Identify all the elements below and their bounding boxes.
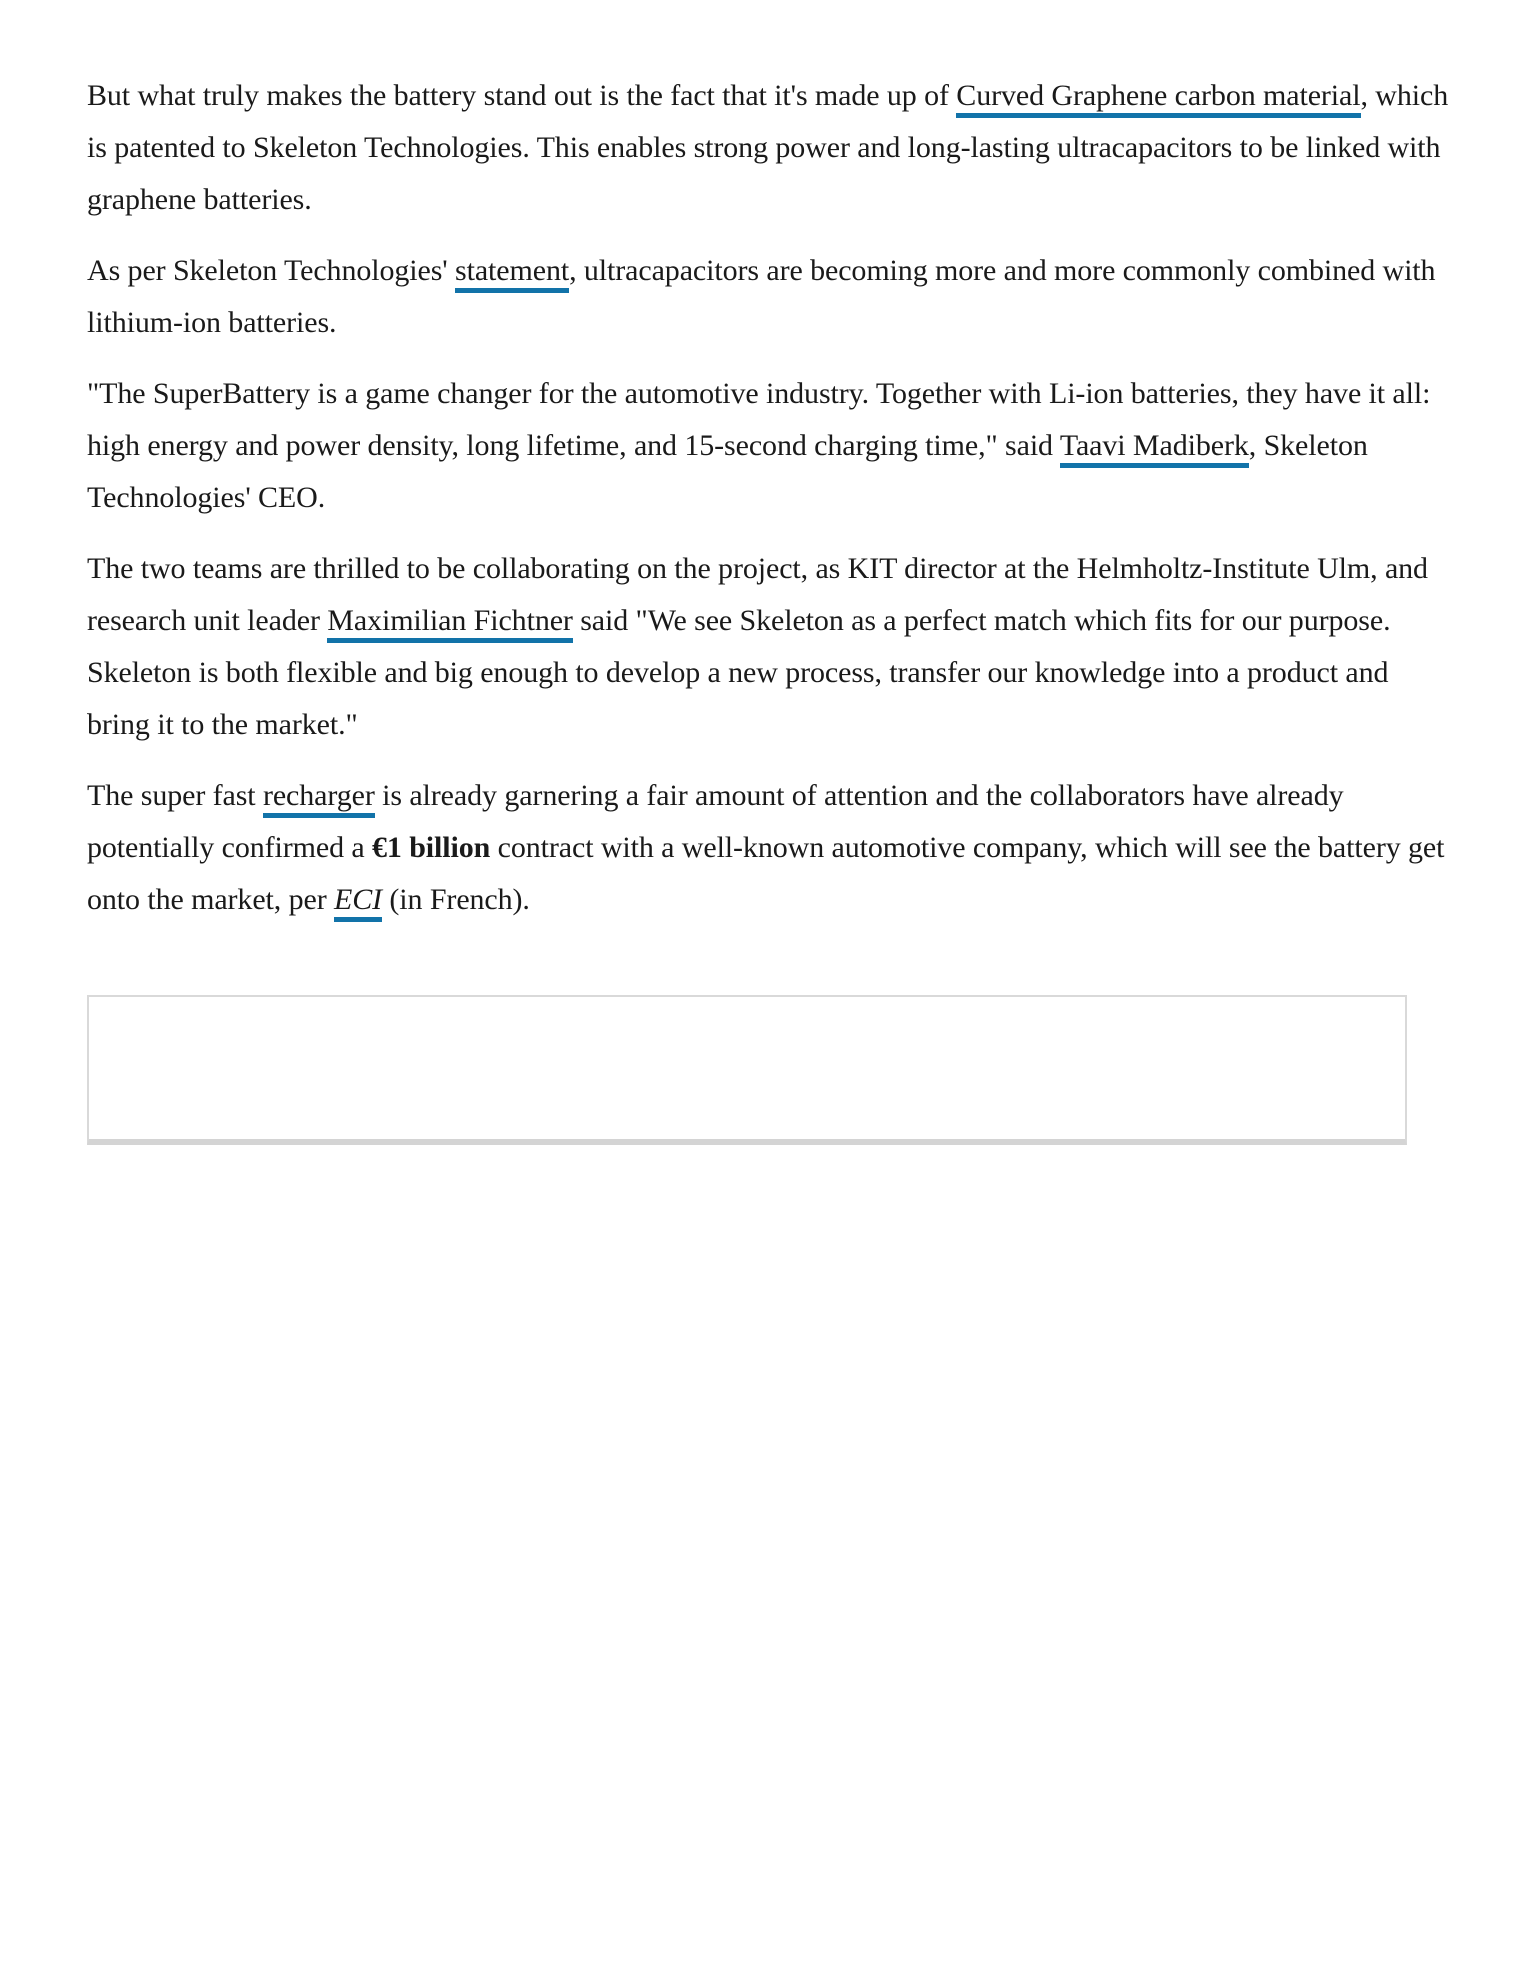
paragraph-text: , which is patented to Skeleton Technologies. This enables strong power and long-lasting ultracapacitors to be linked with graphene batteries. <box>87 79 1449 216</box>
embed-placeholder <box>87 995 1407 1145</box>
paragraph-text: is already garnering a fair amount of attention and the collaborators have already potentially confirmed a <box>87 779 1344 864</box>
paragraph-text: The two teams are thrilled to be collaborating on the project, as KIT director at the Helmholtz-Institute Ulm, and research unit leader <box>87 552 1428 637</box>
paragraph-text: , Skeleton Technologies' CEO. <box>87 429 1368 514</box>
link-eci[interactable]: ECI <box>334 883 382 922</box>
paragraph-text: contract with a well-known automotive company, which will see the battery get onto the market, per <box>87 831 1445 916</box>
paragraph-ceo-quote <box>87 368 1457 524</box>
link-taavi-madiberk[interactable]: Taavi Madiberk <box>1060 429 1249 468</box>
paragraph-text: said "We see Skeleton as a perfect match which fits for our purpose. Skeleton is both flexible and big enough to develop a new process, transfer our knowledge into a product and bring it to the market." <box>87 604 1391 741</box>
link-curved-graphene[interactable]: Curved Graphene carbon material <box>956 79 1360 118</box>
paragraph-text: The super fast <box>87 779 263 812</box>
paragraph-text: "The SuperBattery is a game changer for the automotive industry. Together with Li-ion batteries, they have it all: high energy and power density, long lifetime, and 15-second charging time," said <box>87 377 1431 462</box>
paragraph-statement <box>87 245 1457 349</box>
paragraph-text: (in French). <box>382 883 530 916</box>
article-body <box>87 70 1457 945</box>
link-recharger[interactable]: recharger <box>263 779 375 818</box>
paragraph-text: , ultracapacitors are becoming more and more commonly combined with lithium-ion batteries. <box>87 254 1436 339</box>
link-maximilian-fichtner[interactable]: Maximilian Fichtner <box>327 604 573 643</box>
link-statement[interactable]: statement <box>455 254 569 293</box>
paragraph-collaboration <box>87 543 1457 751</box>
bold-amount: €1 billion <box>372 831 491 864</box>
paragraph-text: As per Skeleton Technologies' <box>87 254 456 287</box>
paragraph-graphene <box>87 70 1457 226</box>
paragraph-text: But what truly makes the battery stand out is the fact that it's made up of <box>87 79 957 112</box>
paragraph-recharger <box>87 770 1457 926</box>
